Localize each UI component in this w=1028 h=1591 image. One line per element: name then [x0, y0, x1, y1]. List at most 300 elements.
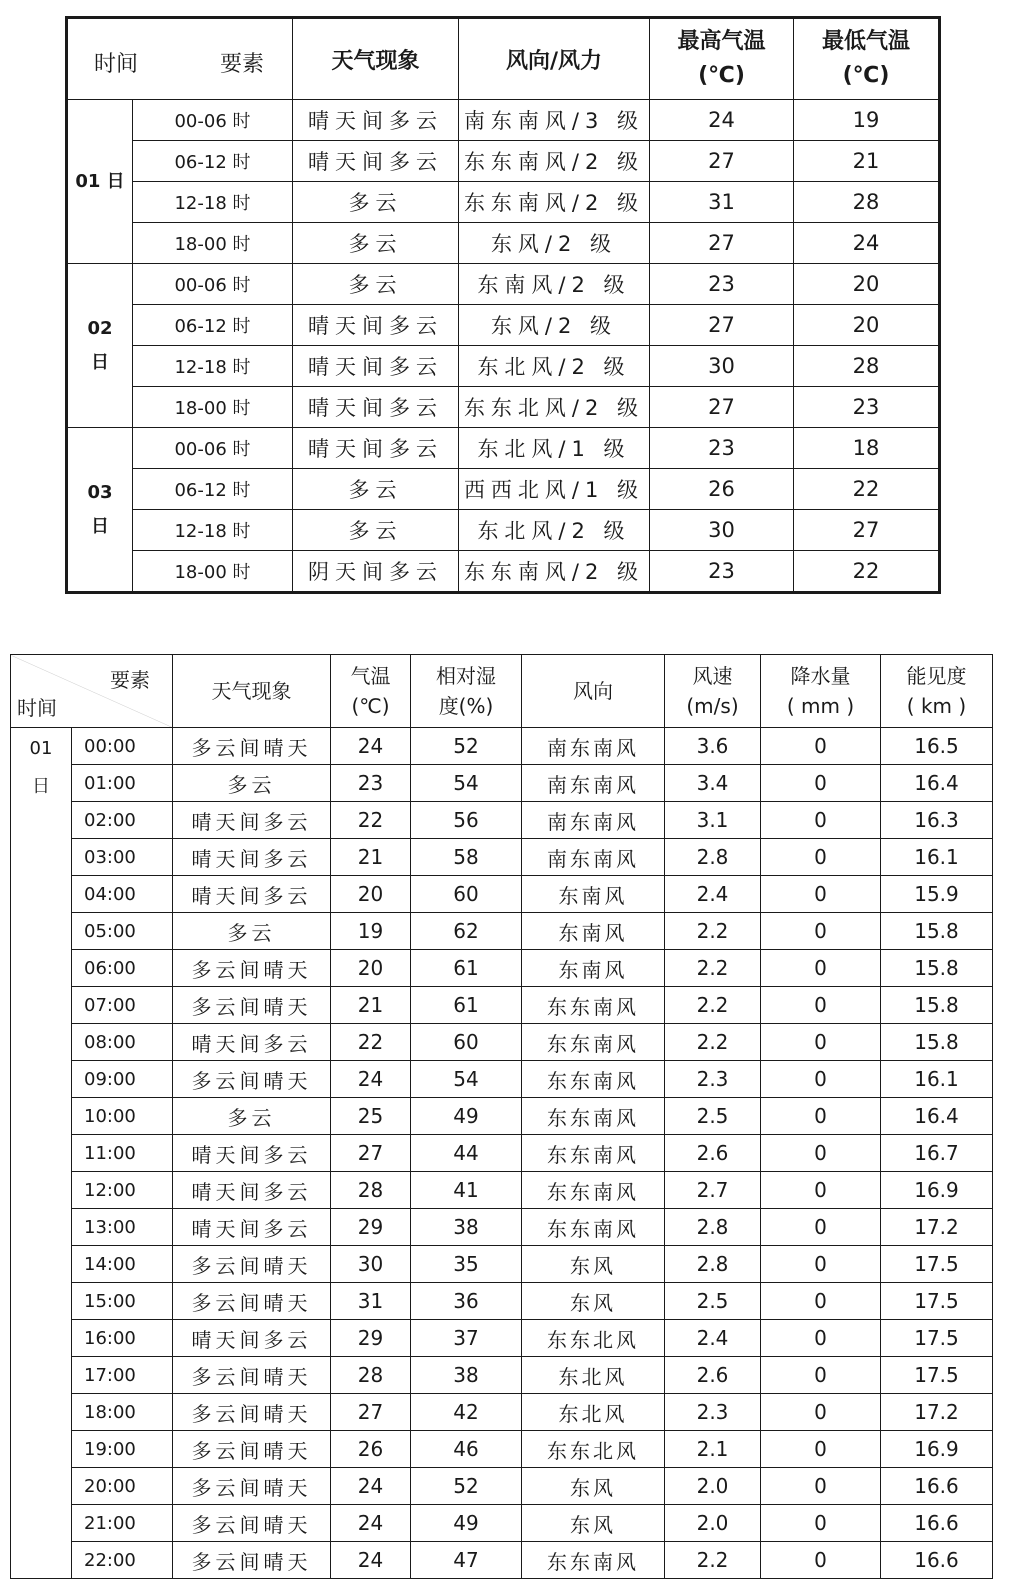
time-cell: 01:00	[72, 765, 173, 802]
period-cell: 12-18 时	[133, 346, 293, 387]
time-cell: 08:00	[72, 1024, 173, 1061]
visibility-cell: 16.6	[881, 1505, 993, 1542]
wind-cell: 东东南风/2 级	[459, 551, 650, 593]
table2-corner-header	[11, 655, 173, 728]
time-cell: 21:00	[72, 1505, 173, 1542]
temp-cell: 31	[331, 1283, 411, 1320]
table2-humidity-header	[411, 655, 522, 728]
table2-row	[11, 802, 993, 839]
precip-cell: 0	[761, 1246, 881, 1283]
table1-corner-header	[67, 18, 293, 100]
wind-speed-cell: 2.2	[665, 950, 761, 987]
visibility-cell: 17.5	[881, 1320, 993, 1357]
table1-row	[67, 182, 940, 223]
humidity-cell: 61	[411, 987, 522, 1024]
precip-cell: 0	[761, 1542, 881, 1579]
wind-direction-cell: 东北风	[522, 1357, 665, 1394]
visibility-cell: 15.9	[881, 876, 993, 913]
table2-row	[11, 913, 993, 950]
max-temp-cell: 27	[650, 305, 794, 346]
table1-row	[67, 387, 940, 428]
weather-cell: 晴天间多云	[173, 1024, 331, 1061]
max-temp-cell: 23	[650, 264, 794, 305]
wind-direction-cell: 东风	[522, 1283, 665, 1320]
wind-speed-cell: 2.2	[665, 913, 761, 950]
table2-visibility-header	[881, 655, 993, 728]
wind-speed-cell: 2.6	[665, 1357, 761, 1394]
precip-cell: 0	[761, 839, 881, 876]
humidity-cell: 52	[411, 728, 522, 765]
table1-row	[67, 264, 940, 305]
wind-speed-cell: 2.5	[665, 1283, 761, 1320]
humidity-cell: 52	[411, 1468, 522, 1505]
wind-speed-cell: 2.0	[665, 1505, 761, 1542]
max-temp-cell: 27	[650, 141, 794, 182]
min-temp-cell: 22	[794, 551, 940, 593]
precip-cell: 0	[761, 1061, 881, 1098]
precip-cell: 0	[761, 765, 881, 802]
humidity-cell: 54	[411, 765, 522, 802]
wind-direction-cell: 东风	[522, 1505, 665, 1542]
period-cell: 00-06 时	[133, 100, 293, 141]
wind-cell: 东风/2 级	[459, 305, 650, 346]
weather-cell: 多云间晴天	[173, 1357, 331, 1394]
temp-cell: 21	[331, 839, 411, 876]
day-label-line1: 02	[87, 317, 113, 339]
wind-direction-cell: 东东南风	[522, 987, 665, 1024]
wind-speed-cell: 2.8	[665, 839, 761, 876]
table2-wind-direction-header: 风向	[522, 655, 665, 728]
wind-direction-cell: 东东南风	[522, 1209, 665, 1246]
table2-row	[11, 1542, 993, 1579]
table2-row	[11, 876, 993, 913]
wind-direction-cell: 南东南风	[522, 765, 665, 802]
humidity-cell: 38	[411, 1357, 522, 1394]
table2-corner-element-label: 要素	[110, 668, 150, 692]
wind-speed-cell: 2.5	[665, 1098, 761, 1135]
temp-cell: 26	[331, 1431, 411, 1468]
temp-unit: (℃)	[351, 694, 390, 718]
table1-body	[67, 100, 940, 593]
table2-row	[11, 1468, 993, 1505]
wind-cell: 东东北风/2 级	[459, 387, 650, 428]
wind-speed-unit: (m/s)	[686, 694, 739, 718]
table1-max-temp-header	[650, 18, 794, 100]
table2-row	[11, 1394, 993, 1431]
time-cell: 07:00	[72, 987, 173, 1024]
temp-cell: 28	[331, 1357, 411, 1394]
min-temp-cell: 19	[794, 100, 940, 141]
temp-cell: 30	[331, 1246, 411, 1283]
humidity-label: 相对湿	[436, 664, 496, 688]
precip-cell: 0	[761, 1135, 881, 1172]
wind-direction-cell: 东风	[522, 1468, 665, 1505]
wind-cell: 东东南风/2 级	[459, 141, 650, 182]
day-label-line1: 03	[87, 481, 113, 503]
precip-cell: 0	[761, 802, 881, 839]
wind-direction-cell: 东东南风	[522, 1061, 665, 1098]
max-temp-cell: 27	[650, 223, 794, 264]
weather-cell: 多云间晴天	[173, 1394, 331, 1431]
time-cell: 16:00	[72, 1320, 173, 1357]
humidity-cell: 44	[411, 1135, 522, 1172]
period-cell: 06-12 时	[133, 141, 293, 182]
humidity-cell: 38	[411, 1209, 522, 1246]
temp-cell: 27	[331, 1394, 411, 1431]
table1-corner-time-label: 时间	[94, 52, 139, 77]
humidity-cell: 49	[411, 1505, 522, 1542]
min-temp-unit: (℃)	[842, 63, 890, 88]
min-temp-cell: 20	[794, 305, 940, 346]
period-cell: 12-18 时	[133, 182, 293, 223]
period-cell: 00-06 时	[133, 264, 293, 305]
period-cell: 12-18 时	[133, 510, 293, 551]
temp-cell: 27	[331, 1135, 411, 1172]
time-cell: 14:00	[72, 1246, 173, 1283]
min-temp-label: 最低气温	[821, 29, 910, 54]
wind-direction-cell: 东南风	[522, 876, 665, 913]
wind-cell: 东风/2 级	[459, 223, 650, 264]
table2-row	[11, 987, 993, 1024]
weather-cell: 多云间晴天	[173, 1061, 331, 1098]
visibility-cell: 16.9	[881, 1172, 993, 1209]
min-temp-cell: 23	[794, 387, 940, 428]
wind-direction-cell: 东东南风	[522, 1098, 665, 1135]
visibility-cell: 16.5	[881, 728, 993, 765]
max-temp-cell: 23	[650, 551, 794, 593]
table2-row	[11, 839, 993, 876]
wind-speed-cell: 2.8	[665, 1209, 761, 1246]
time-cell: 19:00	[72, 1431, 173, 1468]
max-temp-cell: 26	[650, 469, 794, 510]
humidity-cell: 47	[411, 1542, 522, 1579]
time-cell: 20:00	[72, 1468, 173, 1505]
table1-row	[67, 551, 940, 593]
period-cell: 18-00 时	[133, 223, 293, 264]
wind-direction-cell: 东东南风	[522, 1542, 665, 1579]
table2-row	[11, 765, 993, 802]
precip-cell: 0	[761, 1468, 881, 1505]
wind-speed-cell: 2.4	[665, 1320, 761, 1357]
min-temp-cell: 21	[794, 141, 940, 182]
humidity-unit: 度(%)	[438, 694, 494, 718]
temp-cell: 25	[331, 1098, 411, 1135]
temp-cell: 23	[331, 765, 411, 802]
visibility-unit: ( km )	[906, 694, 967, 718]
weather-cell: 多云间晴天	[173, 1468, 331, 1505]
temp-cell: 24	[331, 1542, 411, 1579]
period-cell: 06-12 时	[133, 469, 293, 510]
weather-cell: 多云间晴天	[173, 1283, 331, 1320]
table2-row	[11, 1024, 993, 1061]
humidity-cell: 56	[411, 802, 522, 839]
precip-cell: 0	[761, 950, 881, 987]
temp-cell: 22	[331, 802, 411, 839]
table2-row	[11, 1505, 993, 1542]
visibility-cell: 16.1	[881, 839, 993, 876]
time-cell: 15:00	[72, 1283, 173, 1320]
table1-row	[67, 469, 940, 510]
time-cell: 10:00	[72, 1098, 173, 1135]
time-cell: 04:00	[72, 876, 173, 913]
visibility-cell: 16.6	[881, 1468, 993, 1505]
visibility-cell: 17.5	[881, 1283, 993, 1320]
table1-wind-header: 风向/风力	[459, 18, 650, 100]
weather-cell: 多云间晴天	[173, 950, 331, 987]
six-hour-forecast-table	[65, 16, 941, 594]
day-label-line1: 01	[29, 738, 53, 759]
table1-row	[67, 305, 940, 346]
max-temp-cell: 24	[650, 100, 794, 141]
wind-speed-label: 风速	[692, 664, 733, 688]
wind-direction-cell: 东东北风	[522, 1431, 665, 1468]
wind-direction-cell: 东东北风	[522, 1320, 665, 1357]
weather-cell: 晴天间多云	[173, 1172, 331, 1209]
wind-speed-cell: 2.8	[665, 1246, 761, 1283]
weather-cell: 多云间晴天	[173, 1431, 331, 1468]
temp-cell: 24	[331, 1061, 411, 1098]
min-temp-cell: 28	[794, 182, 940, 223]
temp-cell: 20	[331, 950, 411, 987]
weather-cell: 多云间晴天	[173, 987, 331, 1024]
temp-cell: 29	[331, 1320, 411, 1357]
precip-cell: 0	[761, 1505, 881, 1542]
time-cell: 06:00	[72, 950, 173, 987]
table2-row	[11, 1098, 993, 1135]
table1-row	[67, 428, 940, 469]
temp-cell: 24	[331, 1468, 411, 1505]
weather-cell: 晴天间多云	[173, 1135, 331, 1172]
precip-cell: 0	[761, 728, 881, 765]
visibility-cell: 16.9	[881, 1431, 993, 1468]
table2-row	[11, 1320, 993, 1357]
precip-cell: 0	[761, 1024, 881, 1061]
weather-cell: 晴天间多云	[173, 802, 331, 839]
table1-weather-header: 天气现象	[293, 18, 459, 100]
max-temp-cell: 30	[650, 346, 794, 387]
weather-cell: 多云间晴天	[173, 728, 331, 765]
wind-speed-cell: 2.0	[665, 1468, 761, 1505]
humidity-cell: 61	[411, 950, 522, 987]
day-label-line2: 日	[32, 776, 50, 797]
max-temp-unit: (℃)	[698, 63, 745, 88]
weather-cell: 晴天间多云	[293, 141, 459, 182]
weather-cell: 多云间晴天	[173, 1246, 331, 1283]
visibility-cell: 16.4	[881, 765, 993, 802]
period-cell: 00-06 时	[133, 428, 293, 469]
humidity-cell: 58	[411, 839, 522, 876]
humidity-cell: 60	[411, 1024, 522, 1061]
hourly-forecast-table	[10, 654, 993, 1579]
table1-row	[67, 346, 940, 387]
wind-speed-cell: 2.6	[665, 1135, 761, 1172]
min-temp-cell: 18	[794, 428, 940, 469]
wind-cell: 西西北风/1 级	[459, 469, 650, 510]
visibility-cell: 15.8	[881, 913, 993, 950]
table2-precip-header	[761, 655, 881, 728]
weather-cell: 多云	[173, 913, 331, 950]
table2-row	[11, 1431, 993, 1468]
visibility-cell: 16.7	[881, 1135, 993, 1172]
weather-cell: 多云	[293, 510, 459, 551]
wind-direction-cell: 东东南风	[522, 1135, 665, 1172]
weather-cell: 晴天间多云	[293, 100, 459, 141]
weather-cell: 晴天间多云	[173, 1320, 331, 1357]
precip-cell: 0	[761, 876, 881, 913]
visibility-cell: 16.1	[881, 1061, 993, 1098]
day-label-line2: 日	[91, 351, 109, 373]
visibility-label: 能见度	[906, 664, 967, 688]
wind-direction-cell: 南东南风	[522, 728, 665, 765]
visibility-cell: 17.2	[881, 1394, 993, 1431]
max-temp-cell: 31	[650, 182, 794, 223]
table2-row	[11, 1246, 993, 1283]
table2-row	[11, 1209, 993, 1246]
table2-row	[11, 1061, 993, 1098]
humidity-cell: 36	[411, 1283, 522, 1320]
wind-cell: 东南风/2 级	[459, 264, 650, 305]
weather-cell: 多云	[293, 182, 459, 223]
table2-header-row	[11, 655, 993, 728]
wind-speed-cell: 3.1	[665, 802, 761, 839]
min-temp-cell: 24	[794, 223, 940, 264]
wind-speed-cell: 3.4	[665, 765, 761, 802]
table2-row	[11, 1357, 993, 1394]
precip-label: 降水量	[790, 664, 851, 688]
precip-cell: 0	[761, 1357, 881, 1394]
precip-unit: ( mm )	[786, 694, 855, 718]
wind-direction-cell: 东南风	[522, 913, 665, 950]
temp-cell: 22	[331, 1024, 411, 1061]
wind-speed-cell: 2.2	[665, 1542, 761, 1579]
wind-speed-cell: 2.4	[665, 876, 761, 913]
min-temp-cell: 22	[794, 469, 940, 510]
visibility-cell: 17.5	[881, 1246, 993, 1283]
table1-row	[67, 100, 940, 141]
time-cell: 09:00	[72, 1061, 173, 1098]
wind-cell: 东东南风/2 级	[459, 182, 650, 223]
precip-cell: 0	[761, 1209, 881, 1246]
time-cell: 17:00	[72, 1357, 173, 1394]
weather-cell: 多云	[293, 264, 459, 305]
temp-cell: 21	[331, 987, 411, 1024]
visibility-cell: 16.4	[881, 1098, 993, 1135]
min-temp-cell: 27	[794, 510, 940, 551]
table1-corner-element-label: 要素	[219, 52, 264, 77]
period-cell: 06-12 时	[133, 305, 293, 346]
time-cell: 00:00	[72, 728, 173, 765]
table1-row	[67, 510, 940, 551]
wind-cell: 南东南风/3 级	[459, 100, 650, 141]
day-label-line1: 01 日	[75, 170, 125, 192]
weather-cell: 多云	[173, 765, 331, 802]
max-temp-label: 最高气温	[677, 29, 766, 54]
time-cell: 11:00	[72, 1135, 173, 1172]
precip-cell: 0	[761, 987, 881, 1024]
time-cell: 13:00	[72, 1209, 173, 1246]
table2-day-cell	[11, 728, 72, 1579]
precip-cell: 0	[761, 1098, 881, 1135]
temp-cell: 24	[331, 1505, 411, 1542]
humidity-cell: 49	[411, 1098, 522, 1135]
precip-cell: 0	[761, 1283, 881, 1320]
weather-cell: 多云间晴天	[173, 1542, 331, 1579]
table1-row	[67, 141, 940, 182]
precip-cell: 0	[761, 913, 881, 950]
visibility-cell: 17.5	[881, 1357, 993, 1394]
precip-cell: 0	[761, 1394, 881, 1431]
day-label-line2: 日	[91, 515, 109, 537]
wind-direction-cell: 南东南风	[522, 802, 665, 839]
wind-speed-cell: 3.6	[665, 728, 761, 765]
time-cell: 12:00	[72, 1172, 173, 1209]
table2-row	[11, 1172, 993, 1209]
wind-cell: 东北风/1 级	[459, 428, 650, 469]
wind-direction-cell: 东东南风	[522, 1024, 665, 1061]
humidity-cell: 62	[411, 913, 522, 950]
temp-cell: 19	[331, 913, 411, 950]
table2-row	[11, 1283, 993, 1320]
max-temp-cell: 23	[650, 428, 794, 469]
weather-cell: 晴天间多云	[173, 1209, 331, 1246]
humidity-cell: 60	[411, 876, 522, 913]
temp-label: 气温	[350, 664, 391, 688]
weather-cell: 晴天间多云	[293, 305, 459, 346]
humidity-cell: 54	[411, 1061, 522, 1098]
table1-header-row	[67, 18, 940, 100]
min-temp-cell: 20	[794, 264, 940, 305]
wind-cell: 东北风/2 级	[459, 510, 650, 551]
table2-row	[11, 728, 993, 765]
temp-cell: 29	[331, 1209, 411, 1246]
wind-direction-cell: 东北风	[522, 1394, 665, 1431]
table2-wind-speed-header	[665, 655, 761, 728]
weather-cell: 晴天间多云	[293, 428, 459, 469]
precip-cell: 0	[761, 1320, 881, 1357]
wind-cell: 东北风/2 级	[459, 346, 650, 387]
temp-cell: 20	[331, 876, 411, 913]
visibility-cell: 16.6	[881, 1542, 993, 1579]
weather-cell: 晴天间多云	[173, 839, 331, 876]
wind-direction-cell: 南东南风	[522, 839, 665, 876]
wind-direction-cell: 东南风	[522, 950, 665, 987]
precip-cell: 0	[761, 1431, 881, 1468]
wind-speed-cell: 2.3	[665, 1061, 761, 1098]
weather-cell: 多云	[173, 1098, 331, 1135]
wind-speed-cell: 2.2	[665, 1024, 761, 1061]
weather-cell: 多云间晴天	[173, 1505, 331, 1542]
wind-speed-cell: 2.7	[665, 1172, 761, 1209]
wind-speed-cell: 2.2	[665, 987, 761, 1024]
temp-cell: 28	[331, 1172, 411, 1209]
table2-row	[11, 950, 993, 987]
table1-day-cell	[67, 428, 133, 593]
time-cell: 22:00	[72, 1542, 173, 1579]
precip-cell: 0	[761, 1172, 881, 1209]
weather-cell: 阴天间多云	[293, 551, 459, 593]
time-cell: 18:00	[72, 1394, 173, 1431]
visibility-cell: 15.8	[881, 1024, 993, 1061]
visibility-cell: 16.3	[881, 802, 993, 839]
weather-cell: 晴天间多云	[293, 387, 459, 428]
table2-corner-time-label: 时间	[17, 696, 57, 720]
wind-speed-cell: 2.1	[665, 1431, 761, 1468]
humidity-cell: 35	[411, 1246, 522, 1283]
table1-day-cell	[67, 264, 133, 428]
humidity-cell: 37	[411, 1320, 522, 1357]
time-cell: 02:00	[72, 802, 173, 839]
visibility-cell: 15.8	[881, 987, 993, 1024]
